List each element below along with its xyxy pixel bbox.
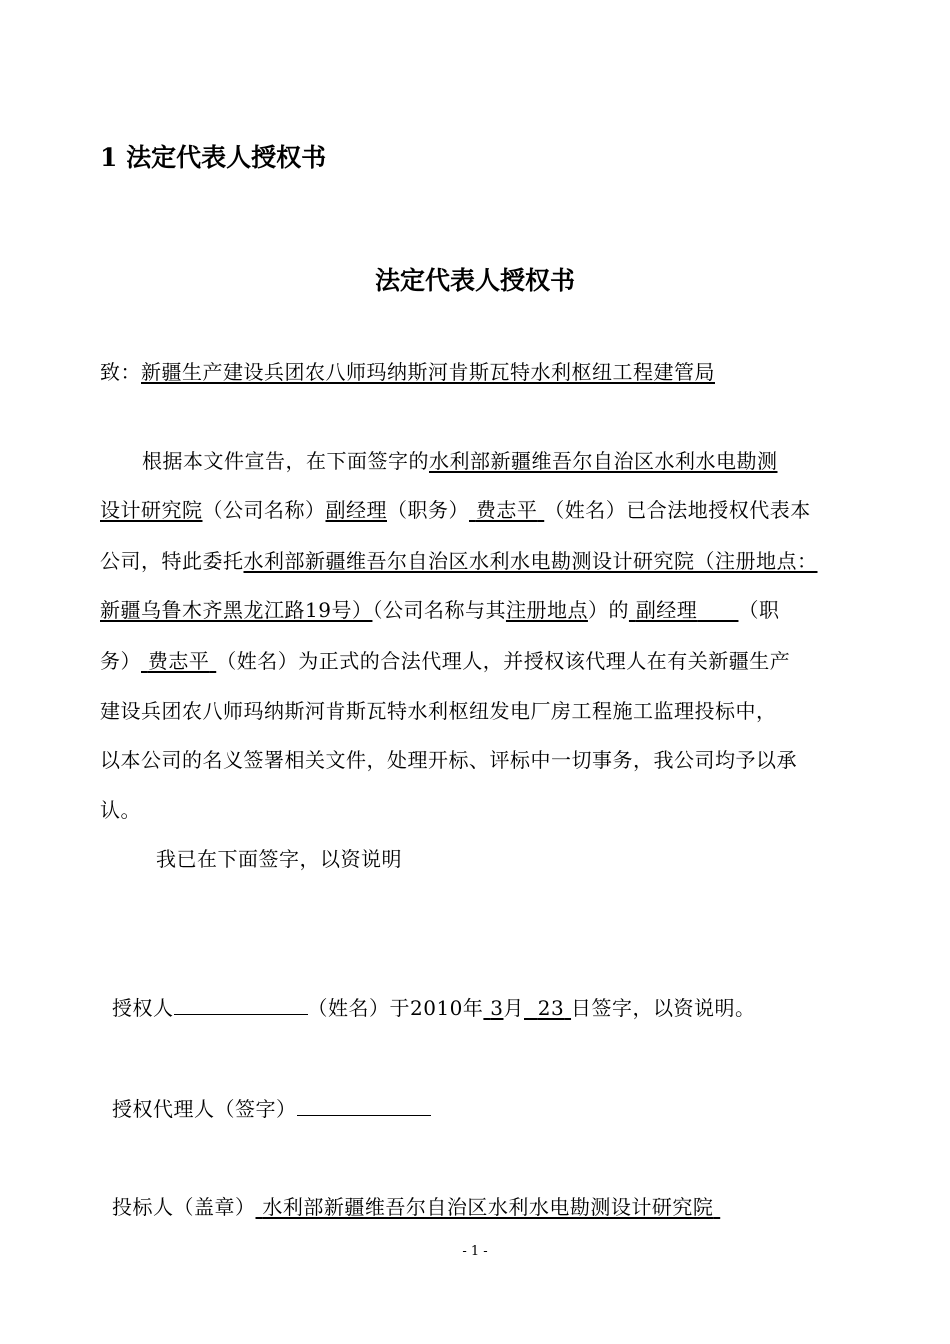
body-line-1 — [142, 446, 778, 476]
name-label: （姓名） — [544, 498, 627, 522]
section-heading: 1 法定代表人授权书 — [100, 143, 327, 172]
agent-line — [112, 1093, 431, 1124]
body-line-6: 建设兵团农八师玛纳斯河肯斯瓦特水利枢纽发电厂房工程施工监理投标中， — [100, 699, 777, 723]
company-reg-label-a: （公司名称与其 — [372, 598, 506, 622]
person2-name: 费志平 — [147, 649, 210, 673]
person-name: 费志平 — [475, 498, 538, 522]
authorizer-line — [112, 992, 756, 1023]
registered-address: 新疆乌鲁木齐黑龙江路19号） — [100, 598, 373, 622]
agent-signature-blank[interactable] — [297, 1093, 431, 1116]
month-unit: 月 — [503, 996, 524, 1020]
year-unit: 年 — [462, 996, 484, 1020]
signed-note: 我已在下面签字，以资说明 — [156, 847, 402, 871]
position-value: 副经理 — [325, 498, 387, 522]
bidder-label: 投标人（盖章） — [112, 1195, 256, 1219]
body-text: 已合法地授权代表本 — [626, 498, 811, 522]
body-line-3 — [100, 546, 818, 576]
authorizer-label: 授权人 — [112, 996, 174, 1020]
body-line-8: 认。 — [100, 798, 141, 822]
position2-label-b: 务） — [100, 649, 141, 673]
company-name-part2: 设计研究院 — [100, 498, 203, 522]
page-number: - 1 - — [462, 1244, 488, 1259]
bidder-line — [112, 1192, 720, 1222]
company-reg-label-c: ）的 — [587, 598, 629, 622]
addressee-line — [100, 357, 715, 387]
position2-label-a: （职 — [738, 598, 780, 622]
body-line-4 — [100, 595, 779, 625]
position-label: （职务） — [387, 498, 469, 522]
body-line-5 — [100, 646, 790, 676]
agent-label: 授权代理人（签字） — [112, 1097, 297, 1121]
position2-value: 副经理 — [635, 598, 698, 622]
body-text: （姓名）为正式的合法代理人，并授权该代理人在有关新疆生产 — [216, 649, 791, 673]
body-text: 公司，特此委托 — [100, 549, 244, 573]
sign-month: 3 — [490, 996, 504, 1020]
authorizer-signature-blank[interactable] — [174, 992, 308, 1015]
document-title: 法定代表人授权书 — [374, 266, 575, 295]
sign-year: 2010 — [410, 996, 463, 1020]
company-label: （公司名称） — [202, 498, 326, 522]
company-name-part1: 水利部新疆维吾尔自治区水利水电勘测 — [429, 449, 778, 473]
authorizer-name-label: （姓名）于 — [307, 996, 410, 1020]
body-text: 根据本文件宣告，在下面签字的 — [142, 449, 429, 473]
bidder-name: 水利部新疆维吾尔自治区水利水电勘测设计研究院 — [262, 1195, 714, 1219]
addressee-prefix: 致： — [100, 360, 141, 384]
day-unit: 日签字，以资说明。 — [571, 996, 756, 1020]
body-line-7: 以本公司的名义签署相关文件，处理开标、评标中一切事务，我公司均予以承 — [100, 748, 797, 772]
body-line-2 — [100, 495, 811, 525]
company-reg-label-b: 注册地点 — [505, 598, 588, 622]
addressee-name: 新疆生产建设兵团农八师玛纳斯河肯斯瓦特水利枢纽工程建管局 — [141, 360, 715, 384]
sign-day: 23 — [537, 996, 565, 1020]
company-full-name: 水利部新疆维吾尔自治区水利水电勘测设计研究院（注册地点： — [243, 549, 818, 573]
